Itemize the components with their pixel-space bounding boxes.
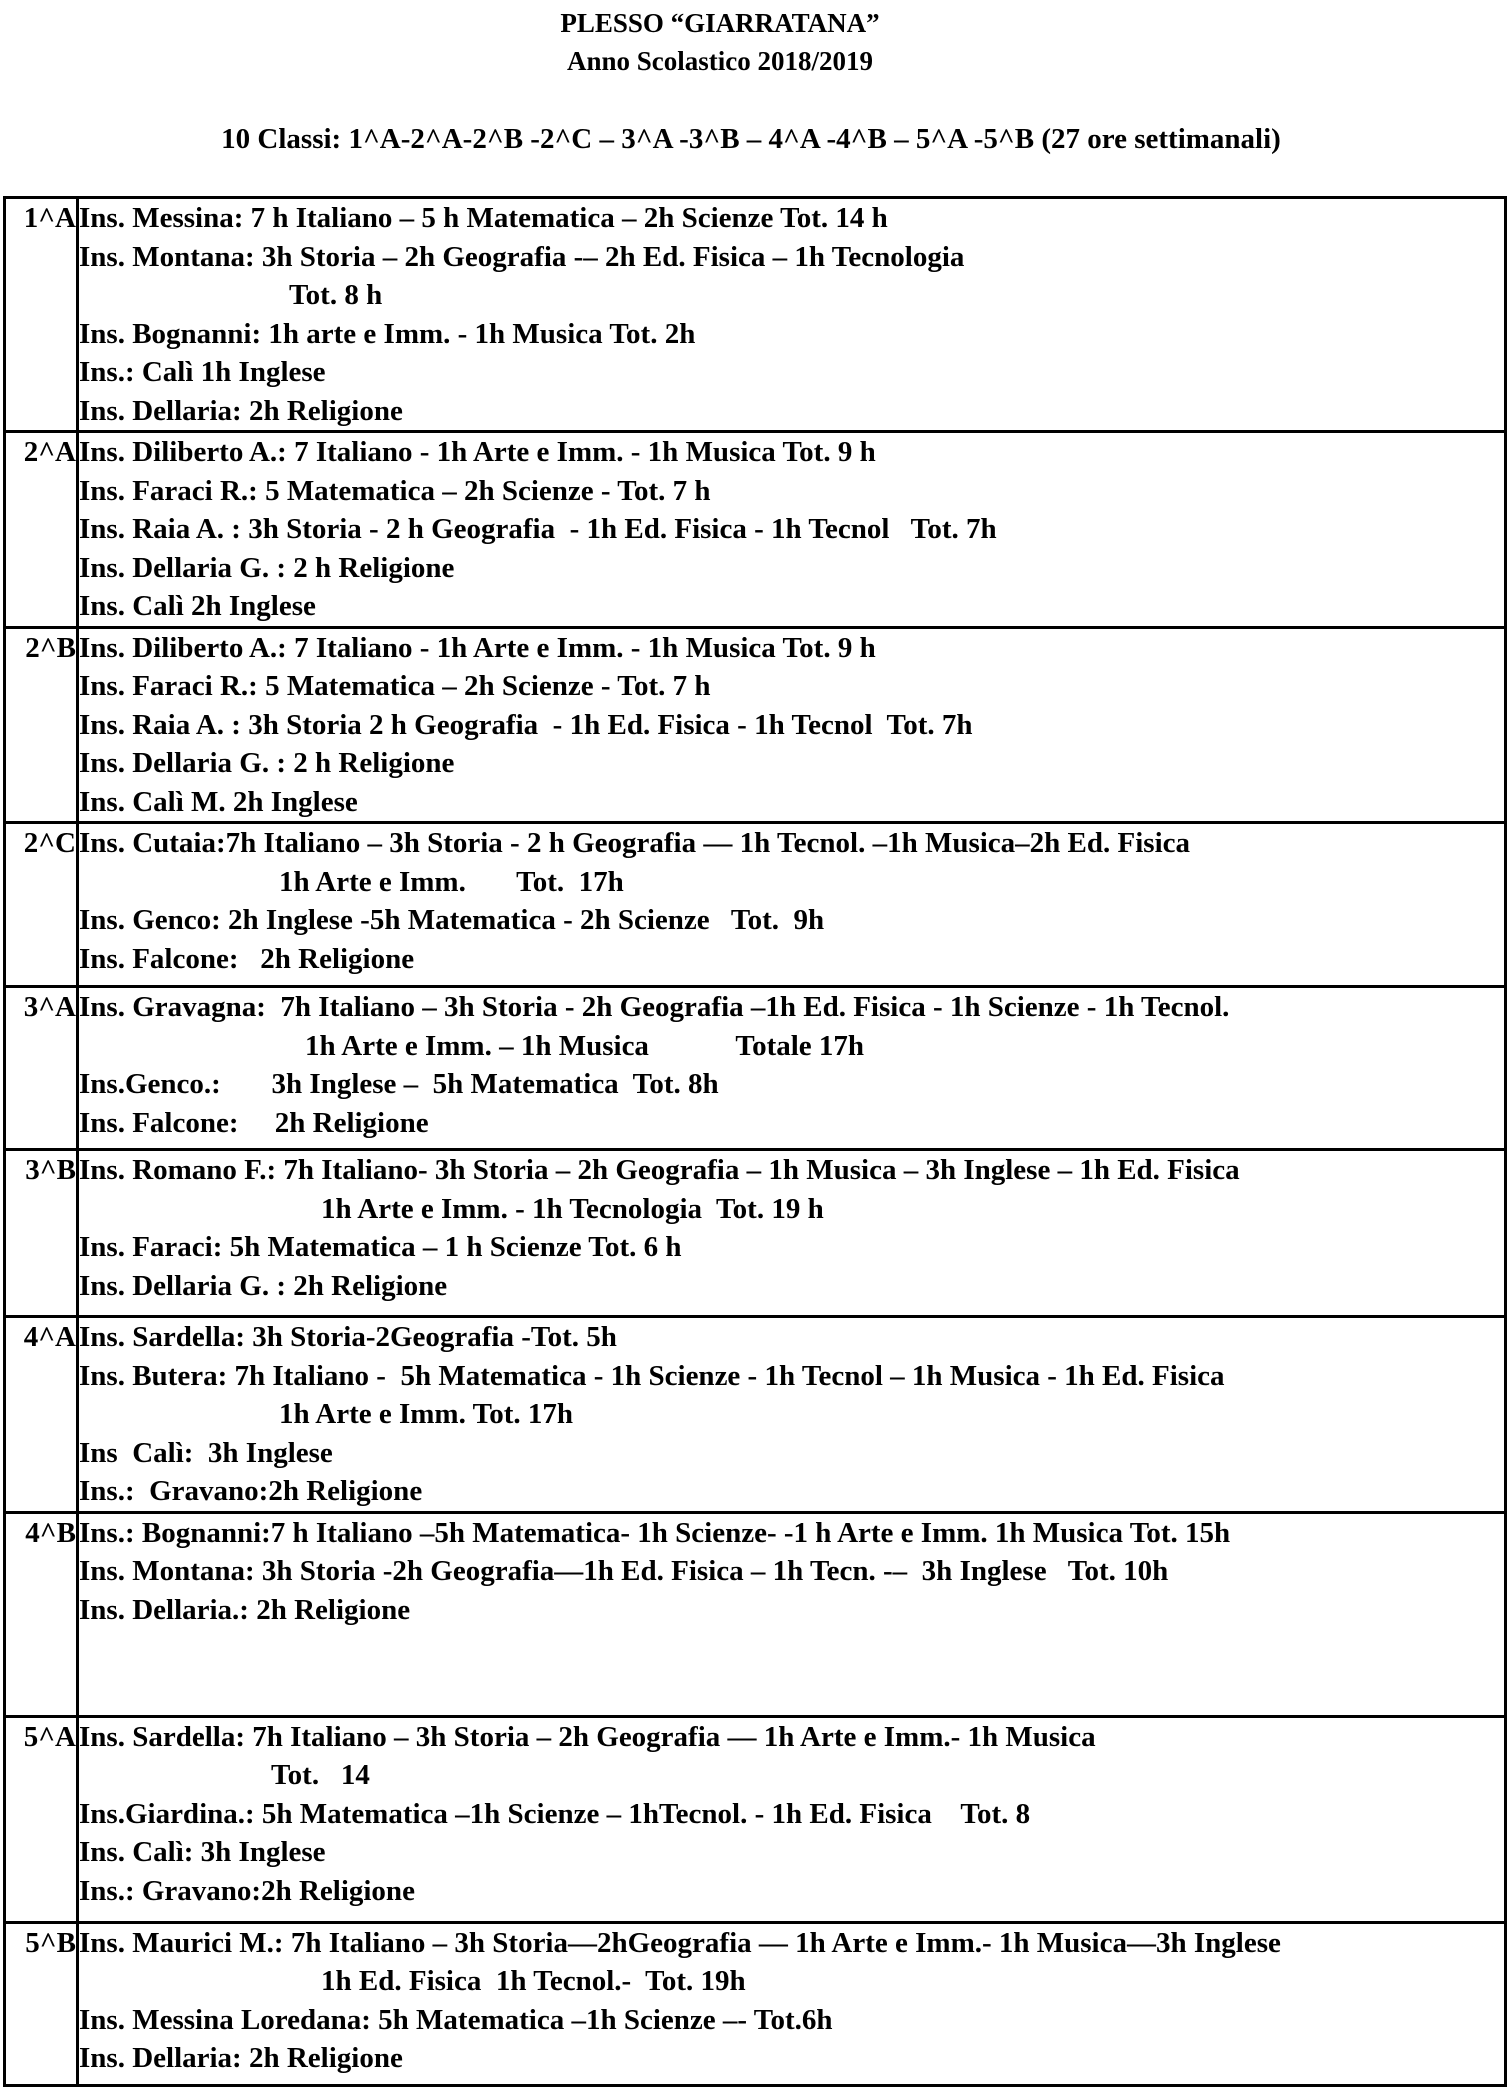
- table-row: [5, 823, 1506, 987]
- assignment-line: Ins.: Calì 1h Inglese: [79, 356, 326, 388]
- assignments-cell: [78, 198, 1506, 432]
- assignment-line: Ins. Montana: 3h Storia -2h Geografia—1h Ed. Fisica – 1h Tecn. -– 3h Inglese Tot. 10h: [79, 1555, 1169, 1587]
- assignment-line: Ins. Dellaria.: 2h Religione: [79, 1593, 411, 1626]
- assignment-line: Ins.: Bognanni:7 h Italiano –5h Matematica- 1h Scienze- -1 h Arte e Imm. 1h Musica Tot. 15h: [79, 1516, 1231, 1549]
- assignment-line: Ins.Giardina.: 5h Matematica –1h Scienze – 1hTecnol. - 1h Ed. Fisica Tot. 8: [79, 1797, 1031, 1830]
- assignment-line: Ins. Dellaria G. : 2 h Religione: [79, 747, 455, 779]
- assignment-line: 1h Arte e Imm. - 1h Tecnologia Tot. 19 h: [321, 1192, 824, 1225]
- assignment-line: Ins. Gravagna: 7h Italiano – 3h Storia - 2h Geografia –1h Ed. Fisica - 1h Scienze - 1h Tecnol.: [79, 991, 1230, 1023]
- classes-summary: [0, 122, 1512, 156]
- table-row: [5, 987, 1506, 1150]
- assignment-line: Ins. Calì 2h Inglese: [79, 590, 316, 622]
- assignment-line: Ins. Messina: 7 h Italiano – 5 h Matematica – 2h Scienze Tot. 14 h: [79, 202, 888, 234]
- assignment-line: Ins. Calì M. 2h Inglese: [79, 785, 358, 818]
- class-label: 5^A: [5, 1716, 78, 1922]
- assignments-cell: [78, 1150, 1506, 1317]
- class-label: 1^A: [5, 198, 78, 432]
- assignments-cell: [78, 1922, 1506, 2085]
- table-row: [5, 627, 1506, 823]
- assignment-line: Ins. Faraci R.: 5 Matematica – 2h Scienze - Tot. 7 h: [79, 670, 711, 702]
- assignment-line: Ins. Butera: 7h Italiano - 5h Matematica - 1h Scienze - 1h Tecnol – 1h Musica - 1h Ed. Fisica: [79, 1359, 1225, 1392]
- assignment-line: Ins. Faraci R.: 5 Matematica – 2h Scienze - Tot. 7 h: [79, 474, 711, 507]
- table-row: [5, 1317, 1506, 1513]
- assignment-line: Ins. Sardella: 3h Storia-2Geografia -Tot. 5h: [79, 1321, 617, 1353]
- assignment-line: Ins. Genco: 2h Inglese -5h Matematica - 2h Scienze Tot. 9h: [79, 904, 825, 936]
- class-label: 2^A: [5, 432, 78, 628]
- document-title: PLESSO “GIARRATANA”: [560, 8, 880, 38]
- assignments-cell: [78, 432, 1506, 628]
- assignment-line: Tot. 14: [271, 1759, 370, 1791]
- class-label: 2^B: [5, 627, 78, 823]
- assignment-line: Ins. Raia A. : 3h Storia 2 h Geografia - 1h Ed. Fisica - 1h Tecnol Tot. 7h: [79, 708, 973, 741]
- assignment-line: Ins. Raia A. : 3h Storia - 2 h Geografia - 1h Ed. Fisica - 1h Tecnol Tot. 7h: [79, 513, 997, 545]
- assignment-line: Ins. Falcone: 2h Religione: [79, 1106, 429, 1139]
- assignments-cell: [78, 1512, 1506, 1716]
- assignment-line: Ins.: Gravano:2h Religione: [79, 1475, 423, 1507]
- assignment-line: Ins. Dellaria: 2h Religione: [79, 2042, 403, 2074]
- class-label: 2^C: [5, 823, 78, 987]
- assignment-line: 1h Arte e Imm. – 1h Musica Totale 17h: [305, 1029, 865, 1062]
- table-row: [5, 1512, 1506, 1716]
- assignments-cell: [78, 627, 1506, 823]
- school-year: Anno Scolastico 2018/2019: [566, 46, 874, 76]
- assignment-line: Ins. Diliberto A.: 7 Italiano - 1h Arte e Imm. - 1h Musica Tot. 9 h: [79, 631, 876, 664]
- assignments-cell: [78, 823, 1506, 987]
- assignment-line: Ins. Faraci: 5h Matematica – 1 h Scienze Tot. 6 h: [79, 1231, 682, 1263]
- schedule-table: [3, 196, 1507, 2087]
- assignments-cell: [78, 987, 1506, 1150]
- table-row: [5, 1150, 1506, 1317]
- assignment-line: Ins. Diliberto A.: 7 Italiano - 1h Arte e Imm. - 1h Musica Tot. 9 h: [79, 436, 876, 468]
- assignments-cell: [78, 1716, 1506, 1922]
- assignment-line: Ins. Romano F.: 7h Italiano- 3h Storia – 2h Geografia – 1h Musica – 3h Inglese – 1h Ed. Fisica: [79, 1154, 1240, 1186]
- class-label: 4^B: [5, 1512, 78, 1716]
- assignment-line: Ins. Cutaia:7h Italiano – 3h Storia - 2 h Geografia — 1h Tecnol. –1h Musica–2h Ed. Fisica: [79, 827, 1190, 859]
- assignment-line: Ins. Dellaria G. : 2h Religione: [79, 1269, 448, 1302]
- assignment-line: Ins.: Gravano:2h Religione: [79, 1874, 415, 1907]
- assignment-line: Ins. Messina Loredana: 5h Matematica –1h Scienze –- Tot.6h: [79, 2003, 833, 2036]
- class-label: 4^A: [5, 1317, 78, 1513]
- assignment-line: Ins. Sardella: 7h Italiano – 3h Storia – 2h Geografia — 1h Arte e Imm.- 1h Musica: [79, 1720, 1096, 1753]
- assignment-line: 1h Arte e Imm. Tot. 17h: [279, 1398, 574, 1430]
- assignment-line: Ins. Dellaria: 2h Religione: [79, 394, 403, 427]
- assignment-line: Ins. Bognanni: 1h arte e Imm. - 1h Musica Tot. 2h: [79, 317, 696, 350]
- assignment-line: Ins.Genco.: 3h Inglese – 5h Matematica Tot. 8h: [79, 1068, 719, 1100]
- class-label: 3^B: [5, 1150, 78, 1317]
- assignment-line: Ins Calì: 3h Inglese: [79, 1436, 333, 1469]
- class-label: 5^B: [5, 1922, 78, 2085]
- assignment-line: Ins. Calì: 3h Inglese: [79, 1836, 326, 1868]
- assignment-line: 1h Ed. Fisica 1h Tecnol.- Tot. 19h: [321, 1965, 746, 1997]
- assignment-line: Ins. Falcone: 2h Religione: [79, 942, 415, 975]
- assignment-line: Ins. Dellaria G. : 2 h Religione: [79, 551, 455, 584]
- table-row: [5, 1716, 1506, 1922]
- assignment-line: Ins. Maurici M.: 7h Italiano – 3h Storia—2hGeografia — 1h Arte e Imm.- 1h Musica—3h Inglese: [79, 1926, 1281, 1959]
- table-row: [5, 432, 1506, 628]
- class-label: 3^A: [5, 987, 78, 1150]
- assignment-line: Tot. 8 h: [289, 279, 383, 311]
- table-row: [5, 198, 1506, 432]
- assignment-line: Ins. Montana: 3h Storia – 2h Geografia -– 2h Ed. Fisica – 1h Tecnologia: [79, 240, 965, 273]
- classes-summary-text: 10 Classi: 1^A-2^A-2^B -2^C – 3^A -3^B – 4^A -4^B – 5^A -5^B (27 ore settimanali): [221, 123, 1281, 155]
- table-row: [5, 1922, 1506, 2085]
- assignment-line: 1h Arte e Imm. Tot. 17h: [279, 865, 624, 898]
- assignments-cell: [78, 1317, 1506, 1513]
